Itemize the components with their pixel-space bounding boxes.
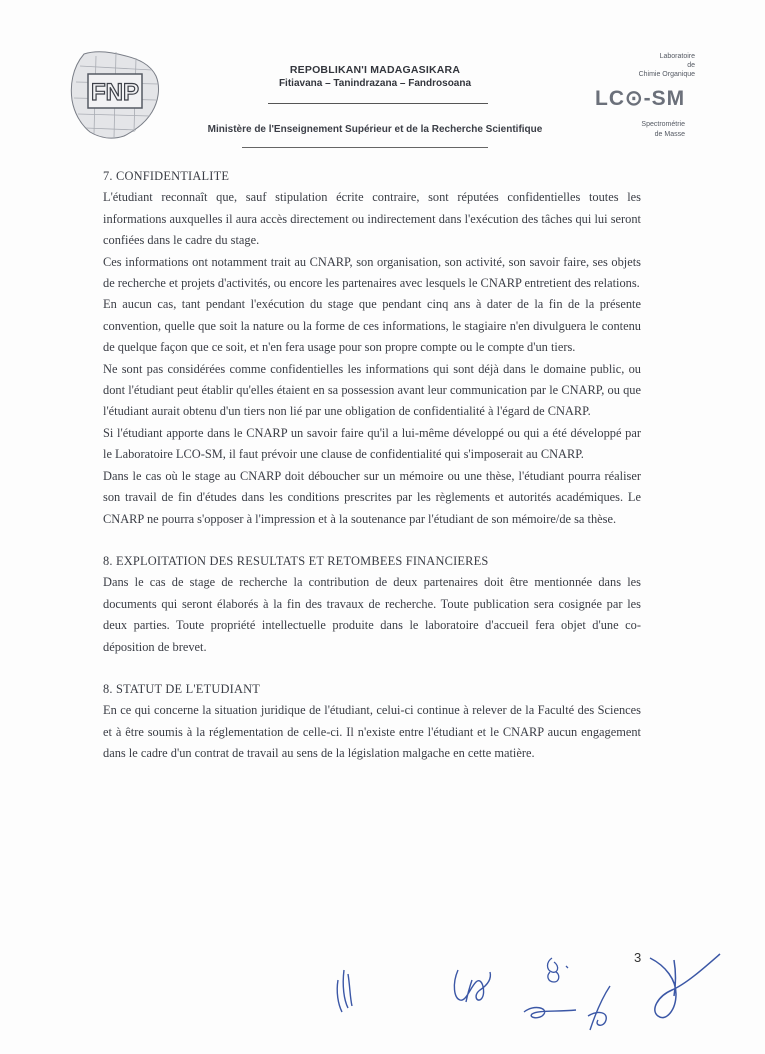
section-spacer: [103, 530, 641, 551]
lco-sm-wordmark: LC⊙-SM: [595, 87, 686, 110]
lab-line-3: Chimie Organique: [638, 71, 695, 78]
paragraph: Dans le cas de stage de recherche la contribution de deux partenaires doit être mentionnée dans les documents qui seront élaborés à la fin des travaux de recherche. Toute publication sera cosignée par les deux parties. Toute propriété intellectuelle produite dans le laboratoire d'accueil fera objet d'une co-déposition de brevet.: [103, 575, 641, 654]
lco-sm-logo: [585, 48, 695, 148]
letterhead: [0, 0, 765, 160]
fnp-logo-text: FNP: [91, 79, 139, 106]
section-spacer: [103, 658, 641, 679]
header-divider: [268, 103, 488, 104]
national-motto: Fitiavana – Tanindrazana – Fandrosoana: [278, 78, 472, 89]
ministry-name: Ministère de l'Enseignement Supérieur et de la Recherche Scientifique: [207, 124, 543, 135]
section-title: 8. STATUT DE L'ETUDIANT: [103, 681, 261, 696]
lab-line-1: Laboratoire: [659, 53, 695, 60]
lab-line-4: Spectrométrie: [641, 121, 685, 128]
lab-name-block: [595, 52, 695, 79]
lab-line-2: de: [687, 62, 695, 69]
republic-name: REPOBLIKAN'I MADAGASIKARA: [289, 64, 461, 76]
section-title: 7. CONFIDENTIALITE: [103, 169, 230, 183]
section-exploitation: [103, 551, 641, 658]
paragraph: En aucun cas, tant pendant l'exécution du stage que pendant cinq ans à dater de la fin de la présente convention, quelle que soit la nature ou la forme de ces informations, le stagiaire n'en divulguera le contenu de quelque façon que ce soit, et n'en fera usage pour son propre compte ou le compte d'un tiers.: [103, 297, 641, 355]
lab-subtitle-block: [593, 120, 685, 140]
handwritten-initials-icon: [320, 940, 740, 1040]
paragraph: L'étudiant reconnaît que, sauf stipulation écrite contraire, sont réputées confidentielles toutes les informations auxquelles il aura accès directement ou indirectement dans l'exécution des tâches qui lui seront confiées dans le cadre du stage.: [103, 190, 641, 248]
paragraph: En ce qui concerne la situation juridique de l'étudiant, celui-ci continue à relever de la Faculté des Sciences et à être soumis à la réglementation de celle-ci. Il n'existe entre l'étudiant et le CNARP aucun engagement dans le cadre d'un contrat de travail au sens de la législation malgache en cette matière.: [103, 703, 641, 761]
paragraph: Dans le cas où le stage au CNARP doit déboucher sur un mémoire ou une thèse, l'étudiant pourra réaliser son travail de fin d'études dans les conditions prescrites par les règlements et autorités académiques. Le CNARP ne pourra s'opposer à l'impression et à la soutenance par l'étudiant de son mémoire/de sa thèse.: [103, 468, 641, 526]
section-title: 8. EXPLOITATION DES RESULTATS ET RETOMBEES FINANCIERES: [103, 553, 489, 568]
document-body: [103, 166, 641, 765]
header-titles: [180, 64, 570, 91]
paragraph: Si l'étudiant apporte dans le CNARP un savoir faire qu'il a lui-même développé ou qui a été développé par le Laboratoire LCO-SM, il faut prévoir une clause de confidentialité qui s'imposerait au CNARP.: [103, 425, 641, 462]
section-statut: [103, 679, 641, 765]
paragraph: Ces informations ont notamment trait au CNARP, son organisation, son activité, son savoir faire, ses objets de recherche et projets d'activités, ou encore les partenaires avec lesquels le CNARP entretient des relations.: [103, 254, 641, 291]
fnp-logo: [66, 46, 164, 144]
paragraph: Ne sont pas considérées comme confidentielles les informations qui sont déjà dans le domaine public, ou dont l'étudiant peut établir qu'elles étaient en sa possession avant leur communication par le CNARP, ou que l'étudiant aurait obtenu d'un tiers non lié par une obligation de confidentialité à l'égard de CNARP.: [103, 361, 641, 419]
page-number: 3: [634, 950, 642, 965]
section-confidentialite: [103, 166, 641, 530]
lab-line-5: de Masse: [654, 131, 685, 138]
madagascar-map-logo-icon: [66, 46, 164, 144]
ministry-divider: [242, 147, 488, 148]
